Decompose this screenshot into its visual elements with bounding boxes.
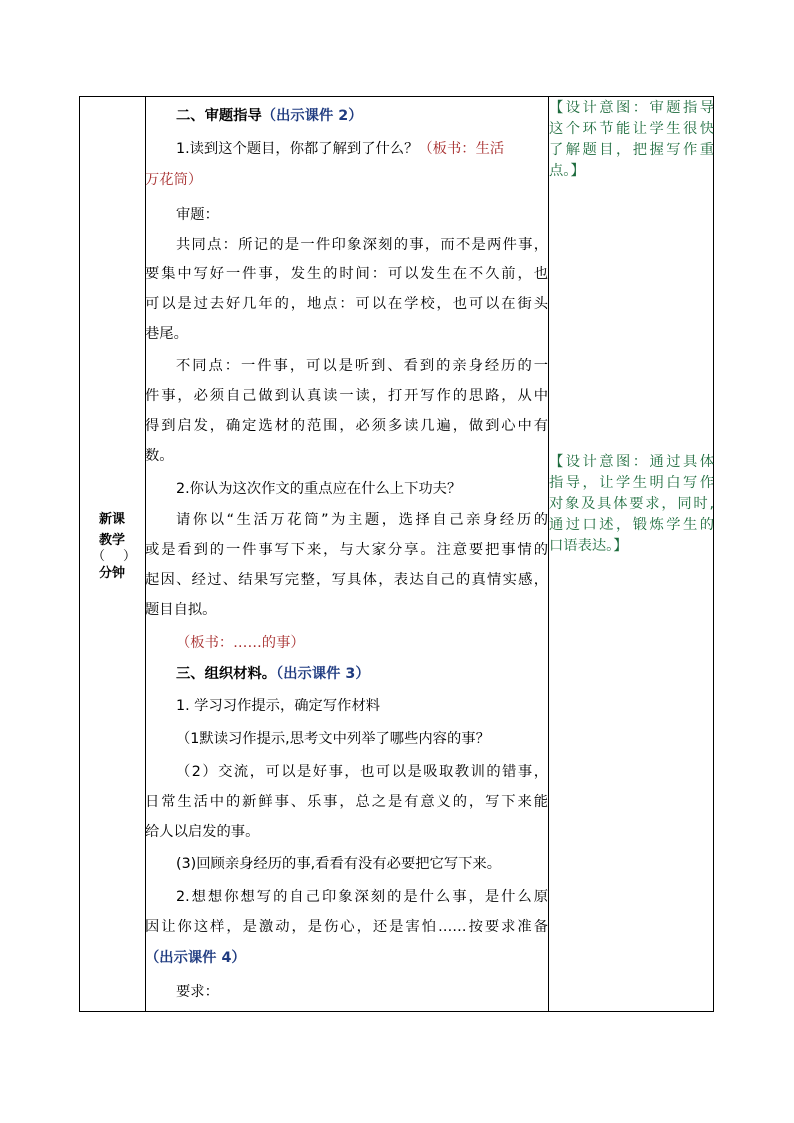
same-point-line: 可以是过去好几年的，地点：可以在学校，也可以在街头 xyxy=(145,296,548,312)
task-line: 请你以“生活万花筒”为主题，选择自己亲身经历的 xyxy=(176,512,548,528)
diff-point-line: 得到启发，确定选材的范围，必须多读几遍，做到心中有 xyxy=(145,418,548,434)
board-note-2: （板书：……的事） xyxy=(176,635,305,651)
design-note-2-line: 【设计意图：通过具体 xyxy=(549,454,714,470)
label-line3: 分钟 xyxy=(98,566,125,581)
label-line1: 新课 xyxy=(98,512,125,527)
board-note: （板书：生活 xyxy=(418,141,505,157)
question-text: 1.读到这个题目，你都了解到了什么？ xyxy=(176,141,419,157)
section-title: 三、组织材料。 xyxy=(176,666,277,682)
stage-label-cell xyxy=(79,97,145,1011)
material-step-1: 1. 学习习作提示，确定写作材料 xyxy=(176,698,381,714)
design-note-1-line: 点。】 xyxy=(549,163,585,179)
diff-point-line: 数。 xyxy=(145,448,174,464)
same-point-line: 巷尾。 xyxy=(145,326,188,342)
same-point-line: 要集中写好一件事，发生的时间：可以发生在不久前，也 xyxy=(145,266,548,282)
label-line2: 教学 xyxy=(98,533,125,548)
courseware-ref: （出示课件 3） xyxy=(276,666,370,682)
requirements-label: 要求： xyxy=(176,984,219,1000)
material-step-2-line: 因让你这样，是激动，是伤心，还是害怕……按要求准备 xyxy=(145,919,548,935)
lesson-table xyxy=(79,96,714,1012)
task-line: 起因、经过、结果写完整，写具体，表达自己的真情实感， xyxy=(145,572,548,588)
paren-right: ） xyxy=(122,549,136,564)
board-note-continued: 万花筒） xyxy=(145,172,203,188)
material-step-1a: （1默读习作提示,思考文中列举了哪些内容的事？ xyxy=(176,731,490,747)
question-2: 2.你认为这次作文的重点应在什么上下功夫？ xyxy=(176,481,462,497)
diff-point-line: 件事，必须自己做到认真读一读，打开写作的思路，从中 xyxy=(145,388,548,404)
section-2-heading xyxy=(176,105,363,125)
design-note-2-line: 指导，让学生明白写作 xyxy=(549,475,714,491)
task-line: 或是看到的一件事写下来，与大家分享。注意要把事情的 xyxy=(145,542,548,558)
diff-point-line: 不同点：一件事，可以是听到、看到的亲身经历的一 xyxy=(176,358,548,374)
task-line: 题目自拟。 xyxy=(145,602,217,618)
same-point-line: 共同点：所记的是一件印象深刻的事，而不是两件事， xyxy=(176,237,548,253)
material-step-1b-line: （2）交流，可以是好事，也可以是吸取教训的错事， xyxy=(176,764,548,780)
design-note-2-line: 通过口述，锻炼学生的 xyxy=(549,517,714,533)
section-3-heading xyxy=(176,663,370,683)
material-step-2-line: 2.想想你想写的自己印象深刻的是什么事，是什么原 xyxy=(176,889,548,905)
stage-label xyxy=(79,509,145,584)
paren-left: （ xyxy=(92,549,106,564)
design-note-2-line: 对象及具体要求，同时, xyxy=(549,496,714,512)
review-label: 审题： xyxy=(176,207,219,223)
design-note-2-line: 口语表达。】 xyxy=(549,538,628,554)
design-note-1-line: 【设计意图：审题指导 xyxy=(549,100,714,116)
courseware-ref-4: （出示课件 4） xyxy=(145,950,246,966)
label-paren xyxy=(79,551,145,563)
section-title: 二、审题指导 xyxy=(176,108,262,124)
courseware-ref: （出示课件 2） xyxy=(261,108,363,124)
material-step-1c: (3)回顾亲身经历的事,看看有没有必要把它写下来。 xyxy=(176,856,502,872)
material-step-1b-line: 给人以启发的事。 xyxy=(145,824,260,840)
design-note-1-line: 这个环节能让学生很快 xyxy=(549,121,714,137)
question-1 xyxy=(176,138,504,158)
material-step-1b-line: 日常生活中的新鲜事、乐事，总之是有意义的，写下来能 xyxy=(145,794,548,810)
design-note-1-line: 了解题目，把握写作重 xyxy=(549,142,714,158)
